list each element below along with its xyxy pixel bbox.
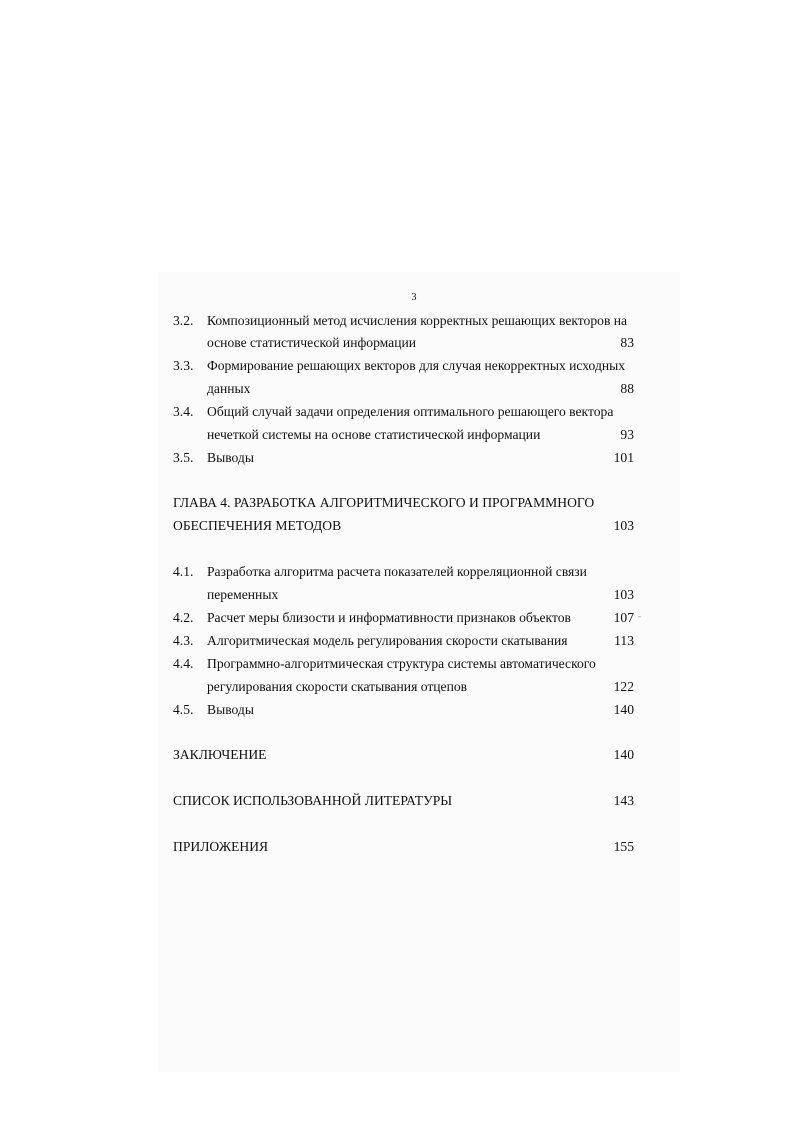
toc-title: Расчет меры близости и информативности признаков объектов xyxy=(207,610,571,625)
back-matter-title: ЗАКЛЮЧЕНИЕ xyxy=(173,747,267,762)
toc-page: 122 xyxy=(613,679,634,694)
toc-number: 4.3. xyxy=(173,633,194,648)
toc-page: 140 xyxy=(613,702,634,717)
back-matter-page: 155 xyxy=(613,839,634,854)
back-matter-title: ПРИЛОЖЕНИЯ xyxy=(173,839,269,854)
toc-title: Формирование решающих векторов для случая некорректных исходных xyxy=(207,358,626,373)
toc-title: Разработка алгоритма расчета показателей корреляционной связи xyxy=(207,564,587,579)
scan-speck: - xyxy=(638,611,641,621)
toc-title: Общий случай задачи определения оптимального решающего вектора xyxy=(207,404,614,419)
toc-number: 4.1. xyxy=(173,564,194,579)
toc-title: регулирования скорости скатывания отцепов xyxy=(207,679,468,694)
back-matter-page: 140 xyxy=(613,747,634,762)
back-matter-page: 143 xyxy=(613,793,634,808)
toc-number: 4.2. xyxy=(173,610,194,625)
toc-page: 103 xyxy=(613,587,634,602)
toc-title: Программно-алгоритмическая структура системы автоматического xyxy=(207,656,596,671)
back-matter-title: СПИСОК ИСПОЛЬЗОВАННОЙ ЛИТЕРАТУРЫ xyxy=(173,793,453,808)
page-number: 3 xyxy=(411,292,417,303)
chapter-heading: ОБЕСПЕЧЕНИЯ МЕТОДОВ xyxy=(173,518,342,533)
chapter-heading: ГЛАВА 4. РАЗРАБОТКА АЛГОРИТМИЧЕСКОГО И ПРОГРАММНОГО xyxy=(173,495,595,510)
toc-number: 3.2. xyxy=(173,313,194,328)
toc-title: Выводы xyxy=(207,450,254,465)
toc-page: 113 xyxy=(614,633,634,648)
toc-page: 93 xyxy=(620,427,634,442)
toc-number: 4.4. xyxy=(173,656,194,671)
toc-title: переменных xyxy=(207,587,279,602)
toc-title: Композиционный метод исчисления корректных решающих векторов на xyxy=(207,313,628,328)
chapter-page: 103 xyxy=(613,518,634,533)
toc-page: 101 xyxy=(613,450,634,465)
toc-title: Выводы xyxy=(207,702,254,717)
toc-title: нечеткой системы на основе статистической информации xyxy=(207,427,541,442)
toc-number: 3.5. xyxy=(173,450,194,465)
toc-title: данных xyxy=(207,381,251,396)
toc-page: 107 xyxy=(613,610,634,625)
toc-number: 3.3. xyxy=(173,358,194,373)
toc-page: 88 xyxy=(620,381,634,396)
toc-number: 4.5. xyxy=(173,702,194,717)
toc-number: 3.4. xyxy=(173,404,194,419)
toc-page: 83 xyxy=(620,335,634,350)
toc-title: Алгоритмическая модель регулирования скорости скатывания xyxy=(207,633,568,648)
toc-title: основе статистической информации xyxy=(207,335,417,350)
